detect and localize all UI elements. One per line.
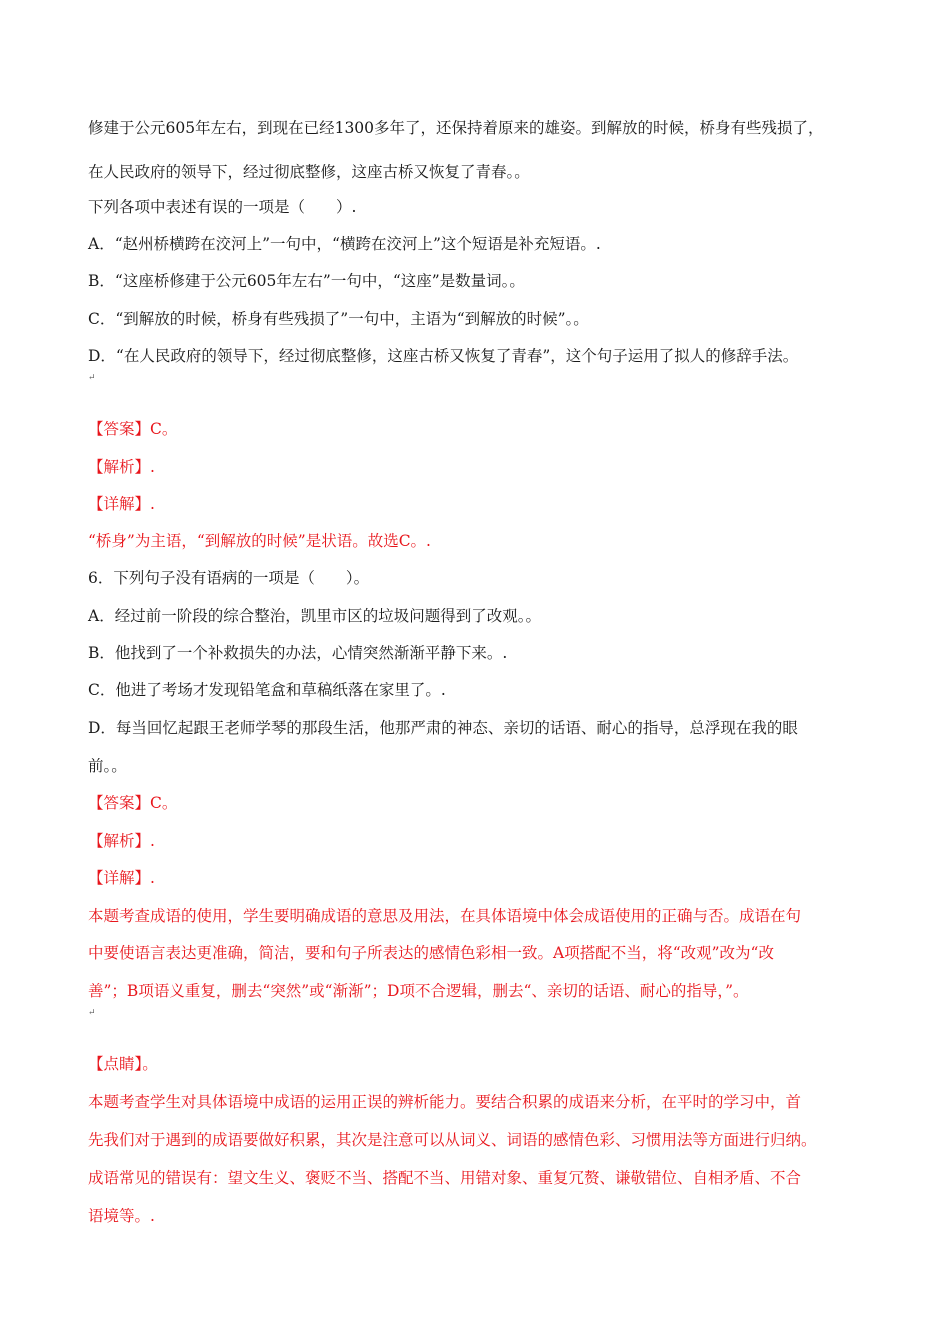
q6-option-a: A．经过前一阶段的综合整治，凯里市区的垃圾问题得到了改观。。 (88, 607, 541, 625)
q6-tip-line-4: 语境等。. (88, 1207, 155, 1225)
q5-option-b: B．“这座桥修建于公元605年左右”一句中，“这座”是数量词。。 (88, 272, 525, 290)
passage-line-2: 在人民政府的领导下，经过彻底整修，这座古桥又恢复了青春。。 (88, 163, 530, 181)
q6-tip-label: 【点睛】。 (88, 1055, 158, 1073)
q6-option-d: D．每当回忆起跟王老师学琴的那段生活，他那严肃的神态、亲切的话语、耐心的指导，总浮现在我的眼 (88, 719, 798, 737)
q5-option-a: A．“赵州桥横跨在洨河上”一句中，“横跨在洨河上”这个短语是补充短语。. (88, 235, 601, 253)
q5-option-d: D．“在人民政府的领导下，经过彻底整修，这座古桥又恢复了青春”，这个句子运用了拟人的修辞手法。 (88, 347, 799, 365)
q6-detail-line-2: 中要使语言表达更准确，简洁，要和句子所表达的感情色彩相一致。A项搭配不当，将“改观”改为“改 (88, 944, 774, 962)
q5-stem: 下列各项中表述有误的一项是（ ）. (88, 198, 357, 216)
q6-tip-line-1: 本题考查学生对具体语境中成语的运用正误的辨析能力。要结合积累的成语来分析，在平时的学习中，首 (88, 1093, 802, 1111)
paragraph-mark: ↵ (88, 373, 96, 383)
q6-analysis-label: 【解析】. (88, 832, 155, 850)
paragraph-mark: ↵ (88, 1008, 96, 1018)
q5-option-c: C．“到解放的时候，桥身有些残损了”一句中，主语为“到解放的时候”。。 (88, 310, 589, 328)
q5-analysis-label: 【解析】. (88, 458, 155, 476)
q6-detail-line-1: 本题考查成语的使用，学生要明确成语的意思及用法，在具体语境中体会成语使用的正确与否。成语在句 (88, 907, 802, 925)
q6-option-c: C．他进了考场才发现铅笔盒和草稿纸落在家里了。. (88, 681, 446, 699)
q6-tip-line-2: 先我们对于遇到的成语要做好积累，其次是注意可以从词义、词语的感情色彩、习惯用法等方面进行归纳。 (88, 1131, 817, 1149)
q6-answer: 【答案】C。 (88, 794, 178, 812)
q6-stem: 6．下列句子没有语病的一项是（ ）。 (88, 569, 370, 587)
q6-detail-line-3: 善”；B项语义重复，删去“突然”或“渐渐”；D项不合逻辑，删去“、亲切的话语、耐心的指导，”。 (88, 982, 749, 1000)
q6-option-b: B．他找到了一个补救损失的办法，心情突然渐渐平静下来。. (88, 644, 508, 662)
q5-detail-label: 【详解】. (88, 495, 155, 513)
q6-tip-line-3: 成语常见的错误有：望文生义、褒贬不当、搭配不当、用错对象、重复冗赘、谦敬错位、自相矛盾、不合 (88, 1169, 802, 1187)
q5-answer: 【答案】C。 (88, 420, 178, 438)
q5-detail-text: “桥身”为主语，“到解放的时候”是状语。故选C。. (88, 532, 431, 550)
q6-detail-label: 【详解】. (88, 869, 155, 887)
passage-line-1: 修建于公元605年左右，到现在已经1300多年了，还保持着原来的雄姿。到解放的时候，桥身有些残损了， (88, 119, 824, 137)
q6-option-d-continued: 前。。 (88, 757, 127, 775)
